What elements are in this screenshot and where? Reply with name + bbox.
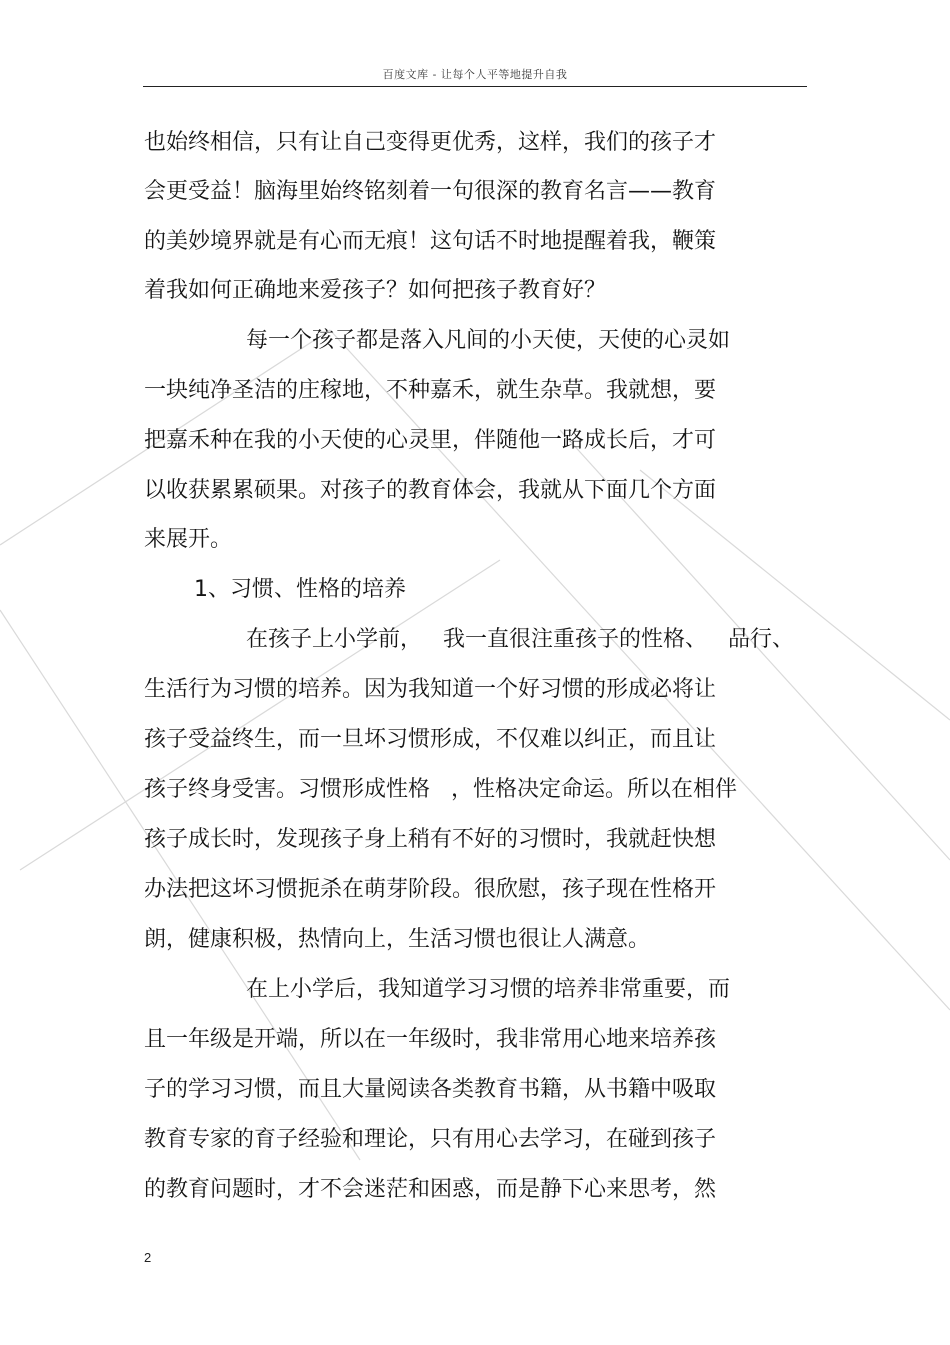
text-line: 每一个孩子都是落入凡间的小天使，天使的心灵如 bbox=[246, 328, 731, 353]
text-line: 着我如何正确地来爱孩子？如何把孩子教育好？ bbox=[144, 278, 607, 303]
text-line: 教育专家的育子经验和理论，只有用心去学习，在碰到孩子 bbox=[144, 1127, 717, 1152]
text-line: 会更受益！脑海里始终铭刻着一句很深的教育名言——教育 bbox=[144, 179, 717, 204]
text-line: 在上小学后，我知道学习习惯的培养非常重要，而 bbox=[246, 977, 731, 1002]
text-line: 的美妙境界就是有心而无痕！这句话不时地提醒着我，鞭策 bbox=[144, 229, 717, 254]
text-line: 生活行为习惯的培养。因为我知道一个好习惯的形成必将让 bbox=[144, 677, 717, 702]
text-line: 孩子终身受害。习惯形成性格 ，性格决定命运。所以在相伴 bbox=[144, 777, 737, 802]
page-number: 2 bbox=[144, 1250, 152, 1265]
text-line: 孩子受益终生，而一旦坏习惯形成，不仅难以纠正，而且让 bbox=[144, 727, 717, 752]
text-line: 把嘉禾种在我的小天使的心灵里，伴随他一路成长后，才可 bbox=[144, 428, 717, 453]
text-line: 在孩子上小学前， 我一直很注重孩子的性格、 品行、 bbox=[246, 627, 794, 652]
text-line: 孩子成长时，发现孩子身上稍有不好的习惯时，我就赶快想 bbox=[144, 827, 717, 852]
header-rule bbox=[143, 86, 807, 87]
text-line: 的教育问题时，才不会迷茫和困惑，而是静下心来思考，然 bbox=[144, 1177, 717, 1202]
text-line: 子的学习习惯，而且大量阅读各类教育书籍，从书籍中吸取 bbox=[144, 1077, 717, 1102]
text-line: 且一年级是开端，所以在一年级时，我非常用心地来培养孩 bbox=[144, 1027, 717, 1052]
text-line: 办法把这坏习惯扼杀在萌芽阶段。很欣慰，孩子现在性格开 bbox=[144, 877, 717, 902]
text-line: 1、习惯、性格的培养 bbox=[194, 577, 406, 602]
text-line: 也始终相信，只有让自己变得更优秀，这样，我们的孩子才 bbox=[144, 130, 717, 155]
document-header: 百度文库 - 让每个人平等地提升自我 bbox=[382, 68, 568, 81]
text-line: 朗，健康积极，热情向上，生活习惯也很让人满意。 bbox=[144, 927, 651, 952]
text-line: 来展开。 bbox=[144, 527, 233, 552]
text-line: 以收获累累硕果。对孩子的教育体会，我就从下面几个方面 bbox=[144, 478, 717, 503]
text-line: 一块纯净圣洁的庄稼地，不种嘉禾，就生杂草。我就想，要 bbox=[144, 378, 717, 403]
